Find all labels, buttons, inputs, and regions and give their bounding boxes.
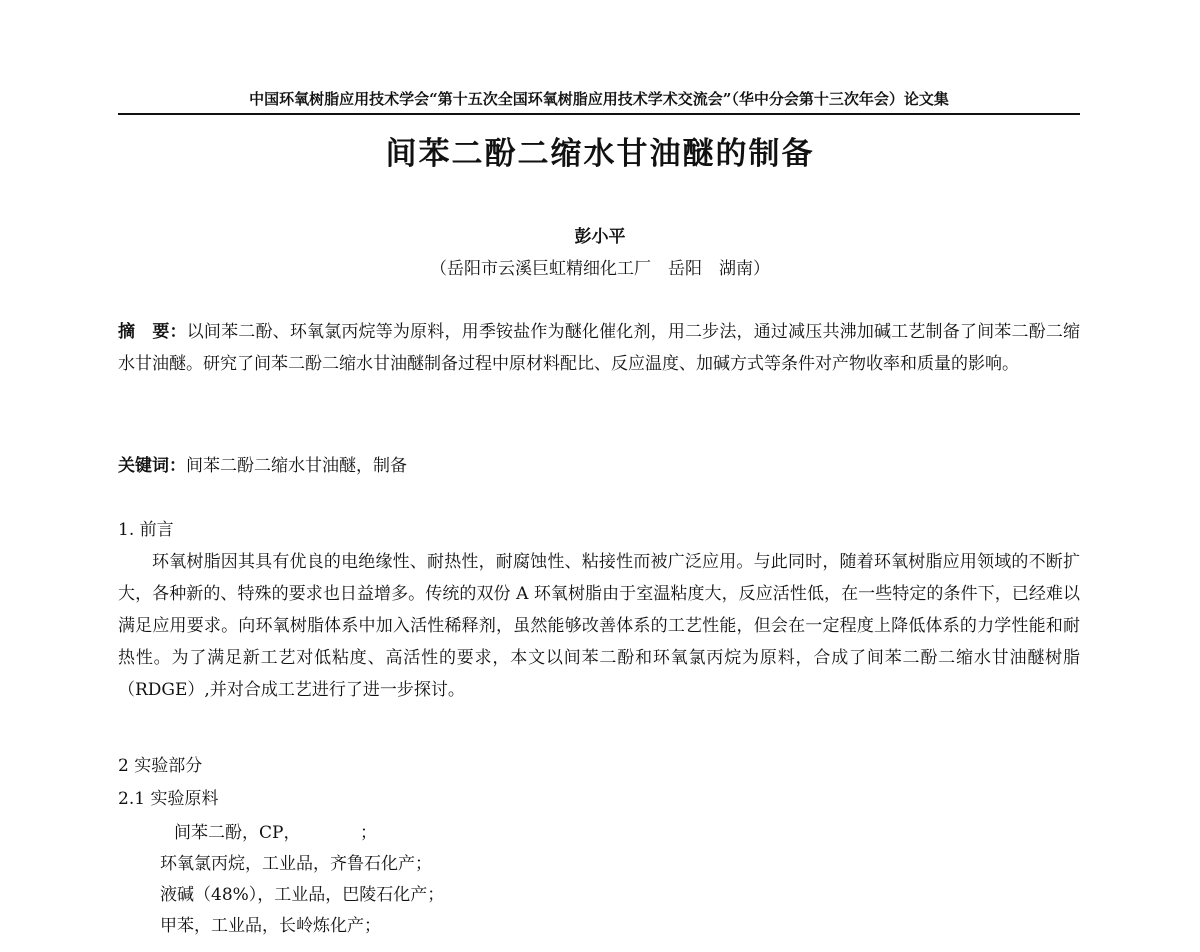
subsection-heading-materials: 2.1 实验原料: [118, 789, 219, 809]
paper-title: 间苯二酚二缩水甘油醚的制备: [385, 136, 815, 172]
list-item: 间苯二酚，CP， ；: [174, 823, 377, 843]
author-affiliation: （岳阳市云溪巨虹精细化工厂 岳阳 湖南）: [430, 259, 770, 279]
section-heading-intro: 1. 前言: [118, 520, 174, 540]
header-rule: [118, 113, 1080, 115]
running-header: 中国环氧树脂应用技术学会“第十五次全国环氧树脂应用技术学术交流会”（华中分会第十三次年会）论文集: [249, 90, 949, 108]
keywords: [118, 450, 1080, 482]
abstract-text: 以间苯二酚、环氧氯丙烷等为原料，用季铵盐作为醚化催化剂，用二步法，通过减压共沸加碱工艺制备了间苯二酚二缩水甘油醚。研究了间苯二酚二缩水甘油醚制备过程中原材料配比、反应温度、加碱方式等条件对产物收率和质量的影响。: [118, 322, 1081, 374]
keywords-label: 关键词：: [118, 456, 186, 476]
section-heading-experiment: 2 实验部分: [118, 756, 203, 776]
intro-paragraph: 环氧树脂因其具有优良的电绝缘性、耐热性，耐腐蚀性、粘接性而被广泛应用。与此同时，随着环氧树脂应用领域的不断扩大，各种新的、特殊的要求也日益增多。传统的双份 A 环氧树脂由于室温粘度大，反应活性低，在一些特定的条件下，已经难以满足应用要求。向环氧树脂体系中加入活性稀释剂，虽然能够改善体系的工艺性能，但会在一定程度上降低体系的力学性能和耐热性。为了满足新工艺对低粘度、高活性的要求，本文以间苯二酚和环氧氯丙烷为原料，合成了间苯二酚二缩水甘油醚树脂（RDGE）,并对合成工艺进行了进一步探讨。: [118, 552, 1080, 700]
keywords-text: 间苯二酚二缩水甘油醚，制备: [186, 456, 407, 476]
materials-list: [160, 818, 1080, 942]
author-name: 彭小平: [574, 227, 626, 247]
list-item: 环氧氯丙烷，工业品，齐鲁石化产；: [160, 854, 432, 874]
list-item: 甲苯，工业品，长岭炼化产；: [160, 916, 381, 936]
abstract-label: 摘 要：: [118, 322, 187, 342]
abstract: [118, 316, 1080, 380]
list-item: 液碱（48%），工业品，巴陵石化产；: [160, 885, 445, 905]
